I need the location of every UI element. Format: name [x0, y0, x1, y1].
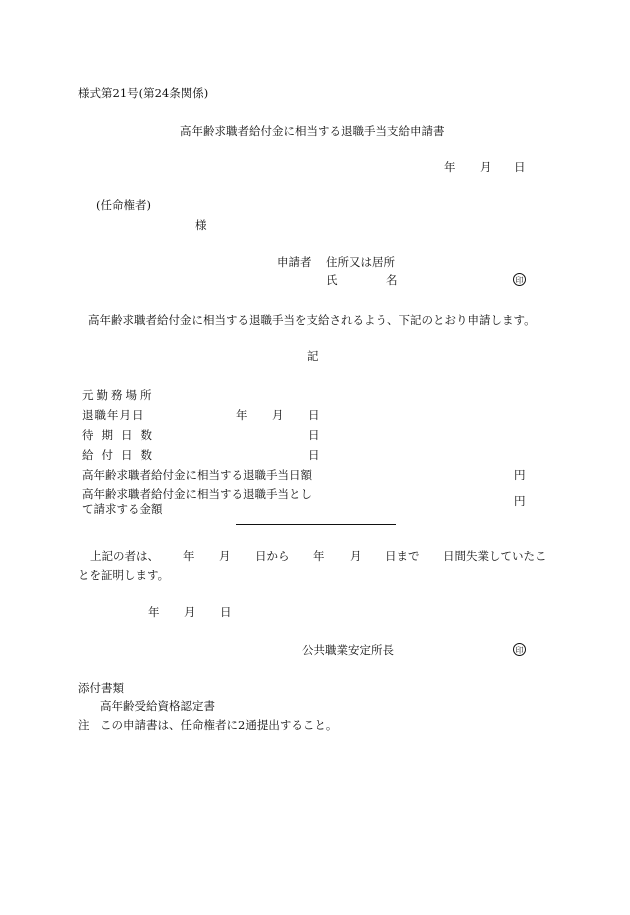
- request-text: 高年齢求職者給付金に相当する退職手当を支給されるよう、下記のとおり申請します。: [88, 313, 536, 327]
- note-text: この申請書は、任命権者に2通提出すること。: [100, 718, 338, 732]
- addressee-authority: (任命権者): [96, 198, 151, 212]
- cert-from-label: 日から: [255, 549, 290, 563]
- waiting-days-unit: 日: [308, 428, 320, 442]
- cert-year1-label: 年: [183, 549, 195, 563]
- cert-date-day-label: 日: [220, 605, 232, 619]
- benefit-days-label: 給付日数: [82, 448, 160, 462]
- signature-line: [236, 524, 396, 525]
- document-title: 高年齢求職者給付金に相当する退職手当支給申請書: [180, 124, 445, 138]
- cert-year2-label: 年: [313, 549, 325, 563]
- cert-month2-label: 月: [350, 549, 362, 563]
- applicant-label: 申請者: [277, 255, 312, 269]
- attachments-heading: 添付書類: [78, 681, 124, 695]
- cert-text-start: 上記の者は、: [90, 549, 159, 563]
- daily-amount-label: 高年齢求職者給付金に相当する退職手当日額: [82, 468, 312, 482]
- cert-date-month-label: 月: [184, 605, 196, 619]
- waiting-days-label: 待期日数: [82, 428, 160, 442]
- claim-amount-label-line1: 高年齢求職者給付金に相当する退職手当とし: [82, 487, 312, 501]
- applicant-seal-mark: 印: [513, 273, 526, 286]
- addressee-honorific: 様: [195, 218, 207, 232]
- applicant-address-label: 住所又は居所: [326, 255, 395, 269]
- form-number: 様式第21号(第24条関係): [78, 86, 209, 100]
- header-month-label: 月: [480, 160, 492, 174]
- claim-amount-label-line2: て請求する金額: [82, 502, 163, 516]
- header-year-label: 年: [444, 160, 456, 174]
- retirement-date-label: 退職年月日: [82, 408, 145, 422]
- retirement-month-label: 月: [272, 408, 284, 422]
- daily-amount-unit: 円: [514, 468, 526, 482]
- cert-date-year-label: 年: [148, 605, 160, 619]
- applicant-name-label-1: 氏: [326, 273, 338, 287]
- note-mark: 注: [78, 718, 90, 732]
- cert-month1-label: 月: [219, 549, 231, 563]
- benefit-days-unit: 日: [308, 448, 320, 462]
- retirement-year-label: 年: [236, 408, 248, 422]
- attachment-item: 高年齢受給資格認定書: [100, 699, 215, 713]
- cert-to-label: 日まで: [385, 549, 420, 563]
- cert-text-line2: とを証明します。: [78, 568, 170, 582]
- former-office-label: 元勤務場所: [82, 388, 155, 402]
- office-head-label: 公共職業安定所長: [302, 643, 394, 657]
- ki-heading: 記: [307, 349, 319, 363]
- cert-unemployed-days-text: 日間失業していたこ: [443, 549, 547, 563]
- office-head-seal-mark: 印: [513, 643, 526, 656]
- header-day-label: 日: [514, 160, 526, 174]
- claim-amount-unit: 円: [514, 494, 526, 508]
- retirement-day-label: 日: [308, 408, 320, 422]
- applicant-name-label-2: 名: [386, 273, 398, 287]
